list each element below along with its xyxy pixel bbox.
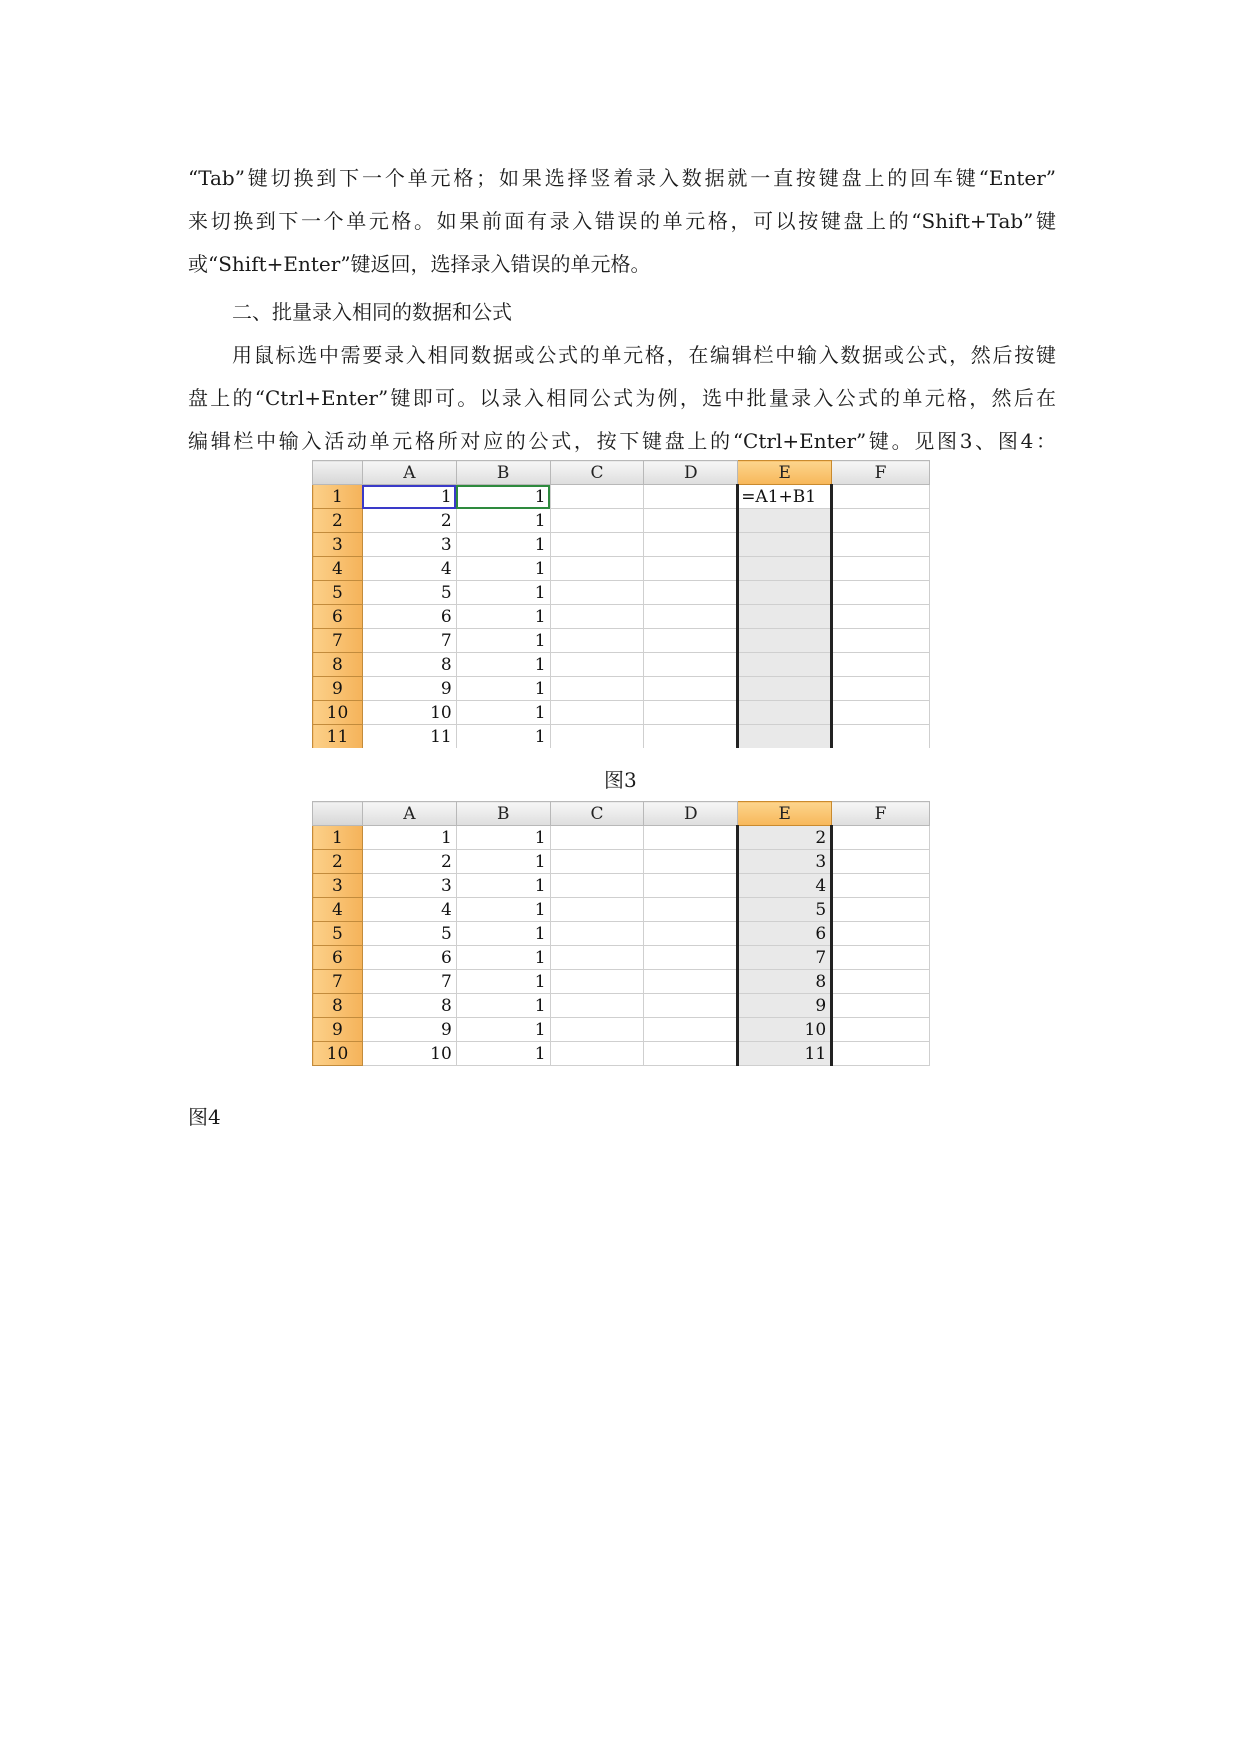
column-header-c[interactable]: C — [550, 461, 644, 485]
cell-e6[interactable] — [738, 605, 832, 629]
cell-b5[interactable]: 1 — [456, 922, 550, 946]
cell-c7[interactable] — [550, 629, 644, 653]
cell-f8[interactable] — [832, 994, 930, 1018]
cell-c1[interactable] — [550, 826, 644, 850]
cell-a4[interactable]: 4 — [362, 898, 456, 922]
cell-e9[interactable]: 10 — [738, 1018, 832, 1042]
table-row — [313, 581, 930, 605]
text-line: 来切换到下一个单元格。如果前面有录入错误的单元格，可以按键盘上的“Shift+Tab”键 — [188, 209, 1056, 233]
cell-e10[interactable] — [738, 701, 832, 725]
cell-a2[interactable]: 2 — [362, 850, 456, 874]
text-line: “Tab”键切换到下一个单元格；如果选择竖着录入数据就一直按键盘上的回车键“Enter” — [188, 166, 1056, 190]
cell-e1[interactable]: =A1+B1 — [738, 485, 832, 509]
cell-f5[interactable] — [832, 922, 930, 946]
text-line: 或“Shift+Enter”键返回，选择录入错误的单元格。 — [188, 252, 651, 276]
cell-b1[interactable]: 1 — [456, 826, 550, 850]
cell-d1[interactable] — [644, 826, 738, 850]
text-line: 用鼠标选中需要录入相同数据或公式的单元格，在编辑栏中输入数据或公式，然后按键 — [232, 343, 1056, 367]
cell-b10[interactable]: 1 — [456, 701, 550, 725]
section-heading: 二、批量录入相同的数据和公式 — [232, 300, 512, 324]
cell-a6[interactable]: 6 — [362, 605, 456, 629]
column-header-a[interactable]: A — [362, 461, 456, 485]
row-header[interactable]: 8 — [313, 994, 363, 1018]
cell-f7[interactable] — [832, 629, 930, 653]
table-row — [313, 946, 930, 970]
table-row — [313, 509, 930, 533]
cell-a7[interactable]: 7 — [362, 629, 456, 653]
figure-4-spreadsheet — [312, 801, 930, 1079]
cell-c6[interactable] — [550, 946, 644, 970]
cell-c1[interactable] — [550, 485, 644, 509]
cell-e5[interactable]: 6 — [738, 922, 832, 946]
cell-f3[interactable] — [832, 533, 930, 557]
figure-4-caption: 图4 — [188, 1105, 221, 1129]
cell-d7[interactable] — [644, 970, 738, 994]
cell-e4[interactable]: 5 — [738, 898, 832, 922]
spreadsheet-grid — [312, 801, 930, 1066]
table-row — [313, 533, 930, 557]
cell-d10[interactable] — [644, 1042, 738, 1066]
cell-c10[interactable] — [550, 1042, 644, 1066]
cell-a1[interactable]: 1 — [362, 826, 456, 850]
cell-c4[interactable] — [550, 898, 644, 922]
table-row — [313, 557, 930, 581]
cell-f2[interactable] — [832, 850, 930, 874]
text-line: 编辑栏中输入活动单元格所对应的公式，按下键盘上的“Ctrl+Enter”键。见图3、图4： — [188, 429, 1056, 453]
text-line: 盘上的“Ctrl+Enter”键即可。以录入相同公式为例，选中批量录入公式的单元格，然后在 — [188, 386, 1056, 410]
cell-b6[interactable]: 1 — [456, 605, 550, 629]
row-header[interactable]: 7 — [313, 629, 363, 653]
cell-e6[interactable]: 7 — [738, 946, 832, 970]
cell-a3[interactable]: 3 — [362, 533, 456, 557]
cell-c5[interactable] — [550, 581, 644, 605]
cell-a10[interactable]: 10 — [362, 1042, 456, 1066]
cell-c2[interactable] — [550, 509, 644, 533]
table-row — [313, 970, 930, 994]
table-row — [313, 485, 930, 509]
cell-a11[interactable]: 11 — [362, 725, 456, 749]
cell-e8[interactable]: 9 — [738, 994, 832, 1018]
row-header[interactable]: 9 — [313, 677, 363, 701]
cell-f9[interactable] — [832, 677, 930, 701]
cell-b7[interactable]: 1 — [456, 629, 550, 653]
select-all-corner[interactable] — [313, 802, 363, 826]
cell-c7[interactable] — [550, 970, 644, 994]
cell-a6[interactable]: 6 — [362, 946, 456, 970]
cell-d6[interactable] — [644, 946, 738, 970]
cell-e3[interactable] — [738, 533, 832, 557]
cell-b4[interactable]: 1 — [456, 898, 550, 922]
row-header[interactable]: 2 — [313, 850, 363, 874]
cell-c3[interactable] — [550, 533, 644, 557]
cell-e7[interactable] — [738, 629, 832, 653]
cell-a7[interactable]: 7 — [362, 970, 456, 994]
cell-a9[interactable]: 9 — [362, 677, 456, 701]
cell-b4[interactable]: 1 — [456, 557, 550, 581]
row-header[interactable]: 1 — [313, 826, 363, 850]
table-row — [313, 826, 930, 850]
cell-e5[interactable] — [738, 581, 832, 605]
cell-d2[interactable] — [644, 850, 738, 874]
row-header[interactable]: 9 — [313, 1018, 363, 1042]
cell-a8[interactable]: 8 — [362, 653, 456, 677]
row-header[interactable]: 4 — [313, 557, 363, 581]
row-header[interactable]: 4 — [313, 898, 363, 922]
cell-f10[interactable] — [832, 701, 930, 725]
cell-a2[interactable]: 2 — [362, 509, 456, 533]
table-row — [313, 725, 930, 749]
cell-b7[interactable]: 1 — [456, 970, 550, 994]
cell-f10[interactable] — [832, 1042, 930, 1066]
cell-b9[interactable]: 1 — [456, 1018, 550, 1042]
cell-d2[interactable] — [644, 509, 738, 533]
cell-d9[interactable] — [644, 677, 738, 701]
row-header[interactable]: 2 — [313, 509, 363, 533]
cell-d3[interactable] — [644, 874, 738, 898]
table-row — [313, 653, 930, 677]
cell-b6[interactable]: 1 — [456, 946, 550, 970]
cell-a1[interactable]: 1 — [362, 485, 456, 509]
cell-f1[interactable] — [832, 485, 930, 509]
cell-e8[interactable] — [738, 653, 832, 677]
cell-b11[interactable]: 1 — [456, 725, 550, 749]
column-header-f[interactable]: F — [832, 802, 930, 826]
column-header-e[interactable]: E — [738, 461, 832, 485]
column-header-d[interactable]: D — [644, 802, 738, 826]
cell-e2[interactable] — [738, 509, 832, 533]
cell-f4[interactable] — [832, 557, 930, 581]
cell-f11[interactable] — [832, 725, 930, 749]
cell-f6[interactable] — [832, 946, 930, 970]
table-row — [313, 605, 930, 629]
table-row — [313, 898, 930, 922]
cell-a4[interactable]: 4 — [362, 557, 456, 581]
cell-d5[interactable] — [644, 581, 738, 605]
column-header-row — [313, 802, 930, 826]
row-header[interactable]: 8 — [313, 653, 363, 677]
cell-c8[interactable] — [550, 653, 644, 677]
cell-d4[interactable] — [644, 557, 738, 581]
cell-d8[interactable] — [644, 994, 738, 1018]
table-row — [313, 850, 930, 874]
cell-d9[interactable] — [644, 1018, 738, 1042]
cell-f5[interactable] — [832, 581, 930, 605]
cell-d6[interactable] — [644, 605, 738, 629]
cell-e10[interactable]: 11 — [738, 1042, 832, 1066]
cell-c5[interactable] — [550, 922, 644, 946]
cell-c2[interactable] — [550, 850, 644, 874]
cell-d10[interactable] — [644, 701, 738, 725]
cell-b1[interactable]: 1 — [456, 485, 550, 509]
cell-b8[interactable]: 1 — [456, 994, 550, 1018]
column-header-row — [313, 461, 930, 485]
cell-c3[interactable] — [550, 874, 644, 898]
row-header[interactable]: 5 — [313, 581, 363, 605]
row-header[interactable]: 1 — [313, 485, 363, 509]
cell-e11[interactable] — [738, 725, 832, 749]
cell-f7[interactable] — [832, 970, 930, 994]
row-header[interactable]: 6 — [313, 605, 363, 629]
cell-f2[interactable] — [832, 509, 930, 533]
cell-a5[interactable]: 5 — [362, 922, 456, 946]
select-all-corner[interactable] — [313, 461, 363, 485]
cell-a3[interactable]: 3 — [362, 874, 456, 898]
row-header[interactable]: 11 — [313, 725, 363, 749]
cell-a9[interactable]: 9 — [362, 1018, 456, 1042]
cell-d4[interactable] — [644, 898, 738, 922]
row-header[interactable]: 3 — [313, 874, 363, 898]
column-header-f[interactable]: F — [832, 461, 930, 485]
cell-b2[interactable]: 1 — [456, 509, 550, 533]
cell-b8[interactable]: 1 — [456, 653, 550, 677]
column-header-b[interactable]: B — [456, 461, 550, 485]
column-header-c[interactable]: C — [550, 802, 644, 826]
table-row — [313, 874, 930, 898]
row-header[interactable]: 10 — [313, 1042, 363, 1066]
cell-b3[interactable]: 1 — [456, 533, 550, 557]
cell-c11[interactable] — [550, 725, 644, 749]
cell-f3[interactable] — [832, 874, 930, 898]
table-row — [313, 701, 930, 725]
cell-c8[interactable] — [550, 994, 644, 1018]
cell-b9[interactable]: 1 — [456, 677, 550, 701]
paragraph-2 — [188, 334, 1056, 463]
table-row — [313, 677, 930, 701]
figure-3-spreadsheet — [312, 460, 930, 748]
table-row — [313, 629, 930, 653]
cell-e7[interactable]: 8 — [738, 970, 832, 994]
table-row — [313, 1042, 930, 1066]
cell-d5[interactable] — [644, 922, 738, 946]
paragraph-1 — [188, 157, 1056, 286]
cell-f4[interactable] — [832, 898, 930, 922]
column-header-a[interactable]: A — [362, 802, 456, 826]
cell-c10[interactable] — [550, 701, 644, 725]
cell-f6[interactable] — [832, 605, 930, 629]
cell-d3[interactable] — [644, 533, 738, 557]
row-header[interactable]: 10 — [313, 701, 363, 725]
cell-d1[interactable] — [644, 485, 738, 509]
cell-e3[interactable]: 4 — [738, 874, 832, 898]
row-header[interactable]: 3 — [313, 533, 363, 557]
table-row — [313, 1018, 930, 1042]
cell-c9[interactable] — [550, 677, 644, 701]
cell-e1[interactable]: 2 — [738, 826, 832, 850]
cell-f1[interactable] — [832, 826, 930, 850]
cell-a10[interactable]: 10 — [362, 701, 456, 725]
cell-c4[interactable] — [550, 557, 644, 581]
cell-d8[interactable] — [644, 653, 738, 677]
figure-3-caption: 图3 — [604, 768, 637, 792]
cell-f9[interactable] — [832, 1018, 930, 1042]
spreadsheet-grid — [312, 460, 930, 748]
row-header[interactable]: 6 — [313, 946, 363, 970]
column-header-b[interactable]: B — [456, 802, 550, 826]
table-row — [313, 994, 930, 1018]
cell-e9[interactable] — [738, 677, 832, 701]
row-header[interactable]: 7 — [313, 970, 363, 994]
cell-b10[interactable]: 1 — [456, 1042, 550, 1066]
cell-f8[interactable] — [832, 653, 930, 677]
cell-d7[interactable] — [644, 629, 738, 653]
column-header-e[interactable]: E — [738, 802, 832, 826]
cell-d11[interactable] — [644, 725, 738, 749]
row-header[interactable]: 5 — [313, 922, 363, 946]
cell-a5[interactable]: 5 — [362, 581, 456, 605]
table-row — [313, 922, 930, 946]
cell-b3[interactable]: 1 — [456, 874, 550, 898]
cell-b5[interactable]: 1 — [456, 581, 550, 605]
column-header-d[interactable]: D — [644, 461, 738, 485]
cell-c6[interactable] — [550, 605, 644, 629]
cell-b2[interactable]: 1 — [456, 850, 550, 874]
cell-e4[interactable] — [738, 557, 832, 581]
cell-a8[interactable]: 8 — [362, 994, 456, 1018]
cell-e2[interactable]: 3 — [738, 850, 832, 874]
cell-c9[interactable] — [550, 1018, 644, 1042]
